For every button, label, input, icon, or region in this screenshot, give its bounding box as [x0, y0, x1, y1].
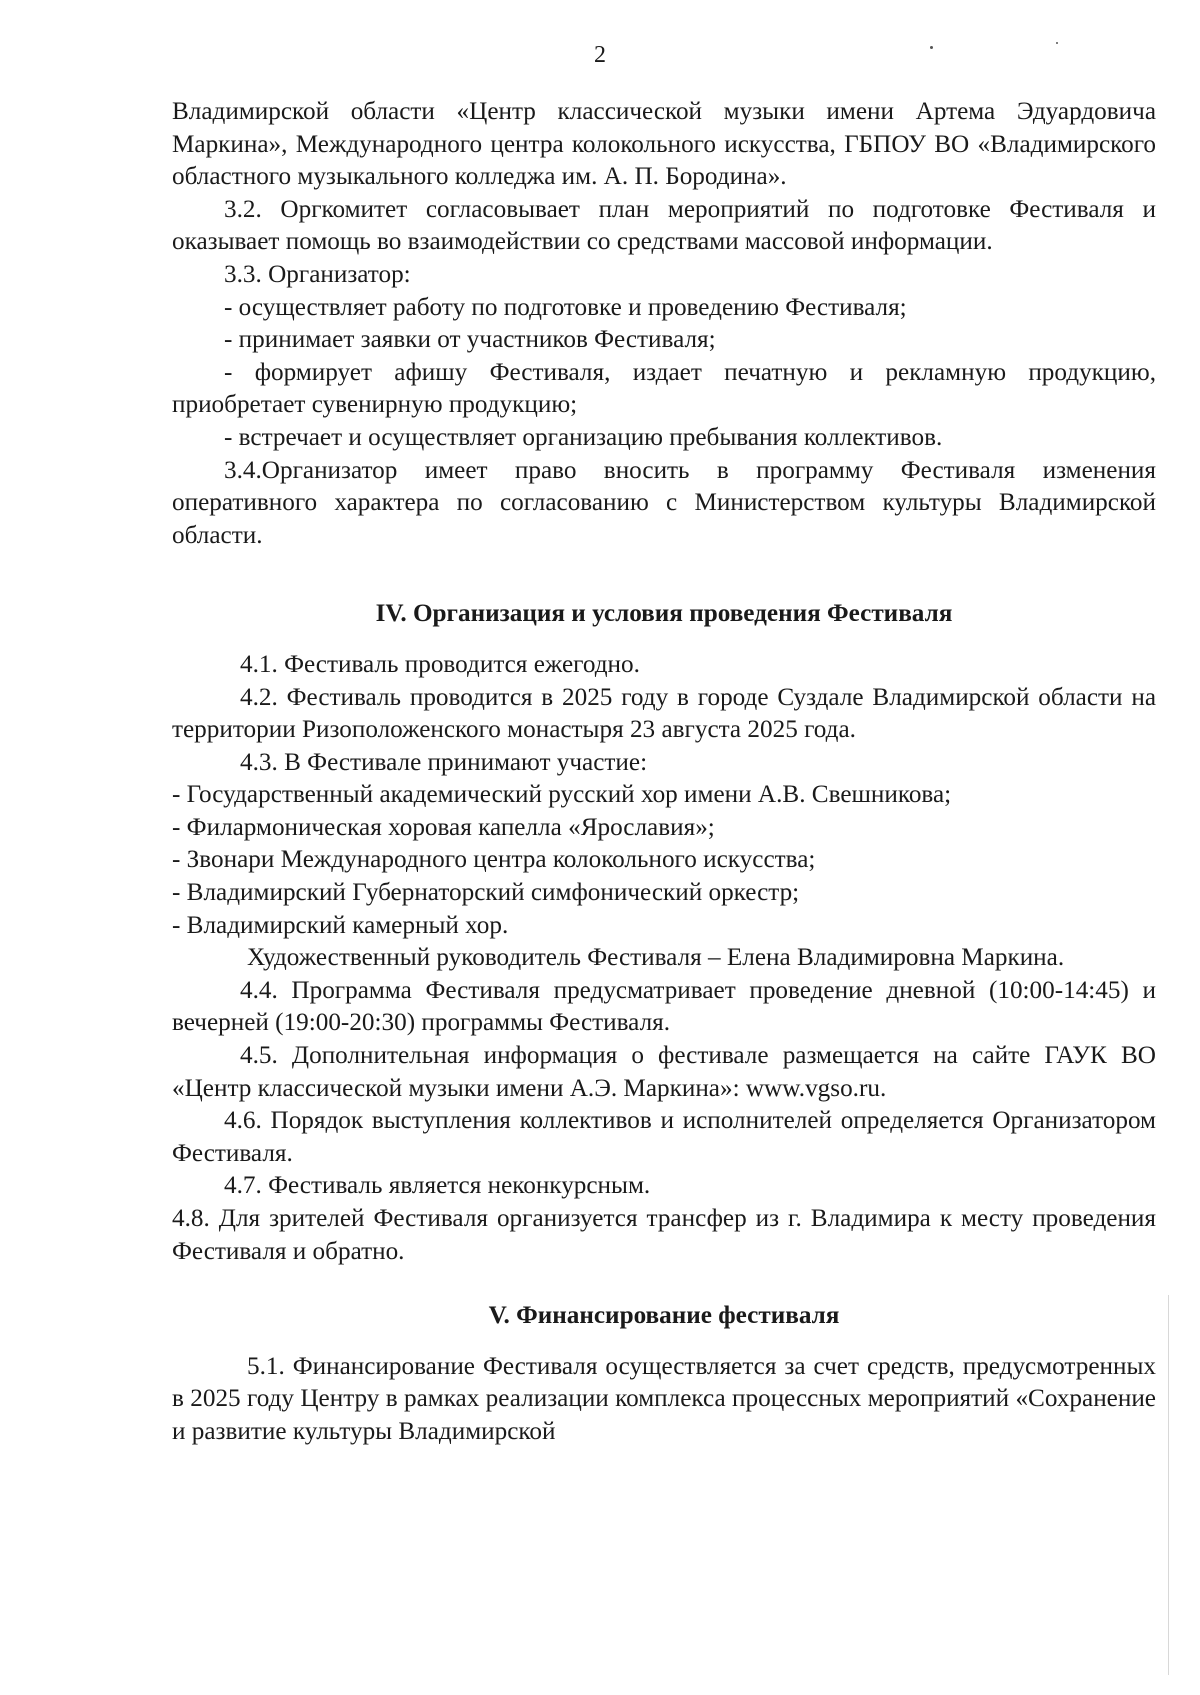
page-number: 2: [594, 42, 606, 68]
paragraph-4-3: 4.3. В Фестивале принимают участие:: [240, 748, 648, 776]
participant-item: - Филармоническая хоровая капелла «Ярославия»;: [172, 813, 715, 841]
paragraph-4-1: 4.1. Фестиваль проводится ежегодно.: [240, 650, 640, 678]
scan-speck: [1056, 42, 1058, 44]
list-item: - формирует афишу Фестиваля, издает печатную и рекламную продукцию, приобретает сувенирную продукцию;: [172, 358, 1156, 419]
paragraph-art-director: Художественный руководитель Фестиваля – Елена Владимировна Маркина.: [247, 944, 1065, 972]
paragraph-3-3: 3.3. Организатор:: [224, 260, 411, 288]
section-heading-4: IV. Организация и условия проведения Фестиваля: [375, 600, 953, 628]
paragraph-4-5: 4.5. Дополнительная информация о фестивале размещается на сайте ГАУК ВО «Центр классической музыки имени А.Э. Маркина»: www.vgso.ru.: [172, 1042, 1156, 1102]
paragraph-5-1: 5.1. Финансирование Фестиваля осуществляется за счет средств, предусмотренных в 2025 году Центру в рамках реализации комплекса процессных мероприятий «Сохранение и развитие культуры Владимирской: [172, 1352, 1156, 1445]
participant-item: - Владимирский Губернаторский симфонический оркестр;: [172, 879, 800, 907]
participant-item: - Владимирский камерный хор.: [172, 911, 509, 939]
paragraph-3-4: 3.4.Организатор имеет право вносить в программу Фестиваля изменения оперативного характера по согласованию с Министерством культуры Владимирской области.: [172, 456, 1156, 549]
paragraph-continuation: Владимирской области «Центр классической музыки имени Артема Эдуардовича Маркина», Международного центра колокольного искусства, ГБПОУ ВО «Владимирского областного музыкального колледжа им. А. П. Бородина».: [172, 98, 1156, 191]
participant-item: - Государственный академический русский хор имени А.В. Свешникова;: [172, 781, 952, 809]
list-item: - встречает и осуществляет организацию пребывания коллективов.: [224, 423, 943, 451]
paragraph-4-2: 4.2. Фестиваль проводится в 2025 году в городе Суздале Владимирской области на территории Ризоположенского монастыря 23 августа 2025 года.: [172, 683, 1156, 744]
paragraph-4-6: 4.6. Порядок выступления коллективов и исполнителей определяется Организатором Фестиваля.: [172, 1107, 1156, 1167]
paragraph-4-8: 4.8. Для зрителей Фестиваля организуется трансфер из г. Владимира к месту проведения Фестиваля и обратно.: [172, 1205, 1156, 1265]
paragraph-4-7: 4.7. Фестиваль является неконкурсным.: [224, 1172, 651, 1200]
paragraph-3-2: 3.2. Оргкомитет согласовывает план мероприятий по подготовке Фестиваля и оказывает помощь во взаимодействии со средствами массовой информации.: [172, 195, 1156, 256]
paragraph-4-4: 4.4. Программа Фестиваля предусматривает проведение дневной (10:00-14:45) и вечерней (19:00-20:30) программы Фестиваля.: [172, 976, 1156, 1037]
list-item: - осуществляет работу по подготовке и проведению Фестиваля;: [224, 293, 907, 321]
participant-item: - Звонари Международного центра колокольного искусства;: [172, 846, 816, 874]
list-item: - принимает заявки от участников Фестиваля;: [224, 326, 716, 354]
document-body: [172, 96, 1156, 1449]
scan-speck: [930, 46, 933, 49]
scan-edge-line: [1168, 1295, 1169, 1675]
section-heading-5: V. Финансирование фестиваля: [488, 1302, 840, 1330]
